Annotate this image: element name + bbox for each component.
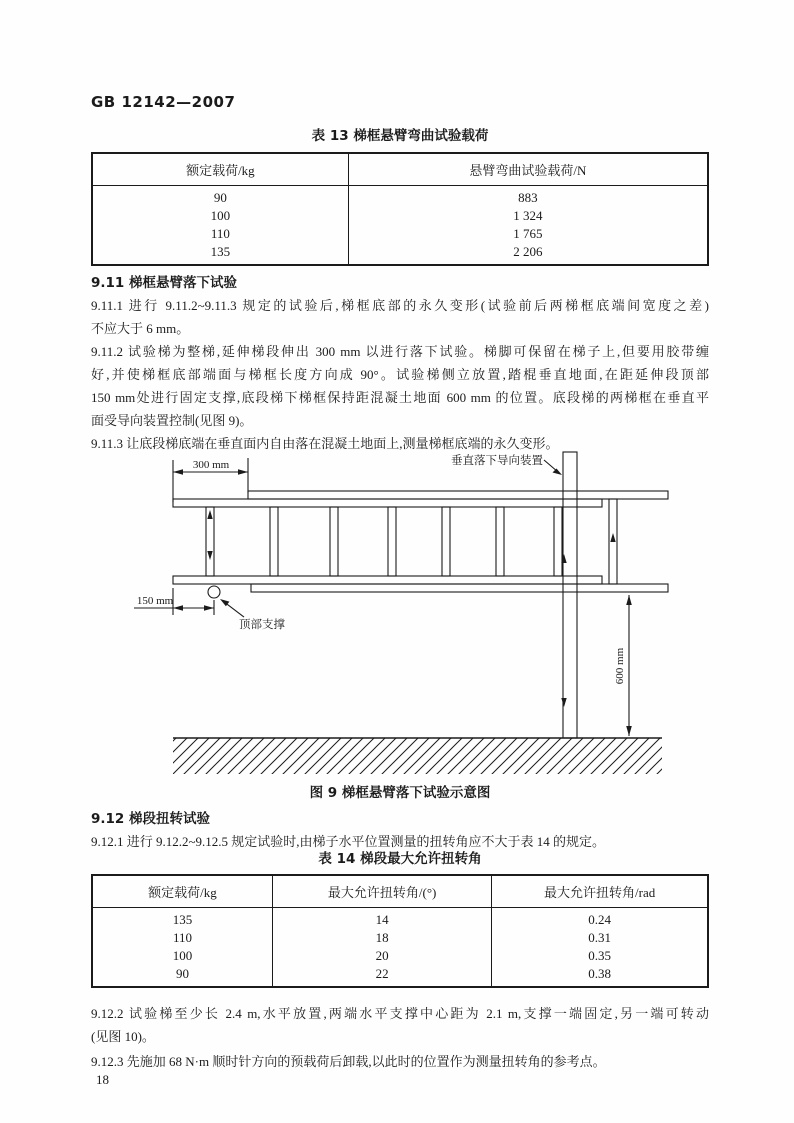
- table-cell: 1 324: [348, 207, 708, 225]
- table-cell: 14: [272, 908, 491, 930]
- table-row: [92, 186, 708, 208]
- ladder-rail-base-bottom: [173, 576, 602, 584]
- arrowhead: [173, 605, 183, 610]
- down-arrow-icon: [561, 698, 566, 707]
- guide-post: [563, 452, 577, 738]
- ladder-rail-extension-bottom: [251, 584, 668, 592]
- table-row: [92, 207, 708, 225]
- table-cell: 0.31: [492, 929, 708, 947]
- table-cell: 20: [272, 947, 491, 965]
- table-cell: 0.38: [492, 965, 708, 987]
- arrowhead: [626, 595, 632, 605]
- dim-label-600: 600 mm: [614, 647, 626, 685]
- text-line: 面受导向装置控制(见图 9)。: [91, 413, 253, 428]
- table-cell: 135: [172, 912, 193, 927]
- table-cell: 22: [272, 965, 491, 987]
- ladder-rung: [388, 507, 396, 576]
- ladder-rail-base-top: [173, 499, 602, 507]
- table-row: [92, 929, 708, 947]
- ladder-rung: [554, 507, 562, 576]
- table-row: [92, 225, 708, 243]
- table-cell: 135: [210, 244, 231, 259]
- ground-hatch: [173, 738, 662, 774]
- standard-number: GB 12142—2007: [91, 93, 236, 111]
- table-row: [92, 908, 708, 930]
- ladder-rung: [442, 507, 450, 576]
- paragraph-9-11-2: [91, 340, 709, 432]
- arrowhead: [173, 469, 183, 474]
- table-row: [92, 947, 708, 965]
- paragraph-9-12-1: [91, 830, 709, 853]
- table-cell: 90: [213, 190, 227, 205]
- section-heading-9-11: 9.11 梯框悬臂落下试验: [91, 275, 238, 291]
- figure9-diagram: [109, 449, 721, 785]
- down-arrow-icon: [207, 551, 212, 560]
- table13-header-row: [92, 153, 708, 186]
- ladder-rail-extension-top: [248, 491, 668, 499]
- text-line: 9.11.1 进行 9.11.2~9.11.3 规定的试验后,梯框底部的永久变形(试验前后两梯框底端间宽度之差): [91, 298, 709, 313]
- table14-col-header: 最大允许扭转角/(°): [272, 875, 491, 908]
- text-line: 9.12.3 先施加 68 N·m 顺时针方向的预载荷后卸载,以此时的位置作为测量扭转角的参考点。: [91, 1054, 606, 1069]
- table13-col-header: 悬臂弯曲试验载荷/N: [348, 153, 708, 186]
- text-line: 9.11.3 让底段梯底端在垂直面内自由落在混凝土地面上,测量梯框底端的永久变形。: [91, 436, 559, 451]
- table-cell: 90: [175, 966, 189, 981]
- table-cell: 110: [210, 226, 230, 241]
- table13: [91, 152, 709, 266]
- table-cell: 1 765: [348, 225, 708, 243]
- figure9-caption: 图 9 梯框悬臂落下试验示意图: [309, 785, 491, 801]
- text-line: 9.12.2 试验梯至少长 2.4 m,水平放置,两端水平支撑中心距为 2.1 m,支撑一端固定,另一端可转动: [91, 1006, 709, 1021]
- dim-label-150: 150 mm: [136, 595, 174, 607]
- text-line: 好,并使梯框底部端面与梯框长度方向成 90°。试验梯侧立放置,踏棍垂直地面,在距延伸段顶部: [91, 367, 709, 382]
- table14: [91, 874, 709, 988]
- table-cell: 100: [172, 948, 193, 963]
- table-cell: 110: [172, 930, 192, 945]
- paragraph-9-12-3: [91, 1050, 709, 1073]
- table-row: [92, 243, 708, 265]
- page-content: [91, 0, 709, 1088]
- table14-col-header: 额定载荷/kg: [92, 875, 272, 908]
- table-cell: 100: [210, 208, 231, 223]
- page-number: 18: [96, 1072, 109, 1087]
- table-cell: 0.24: [492, 908, 708, 930]
- section-heading-9-12: 9.12 梯段扭转试验: [91, 811, 211, 827]
- text-line: 9.11.2 试验梯为整梯,延伸梯段伸出 300 mm 以进行落下试验。梯脚可保留在梯子上,但要用胶带缠: [91, 344, 709, 359]
- paragraph-9-12-2: [91, 1002, 709, 1048]
- table-row: [92, 965, 708, 987]
- up-arrow-icon: [610, 533, 615, 542]
- guide-device-label: 垂直落下导向装置: [451, 453, 543, 467]
- arrowhead: [238, 469, 248, 474]
- text-line: (见图 10)。: [91, 1029, 155, 1044]
- table13-col-header: 额定载荷/kg: [92, 153, 348, 186]
- arrowhead: [204, 605, 214, 610]
- arrowhead: [626, 726, 632, 736]
- figure9: [91, 449, 709, 801]
- table14-col-header: 最大允许扭转角/rad: [492, 875, 708, 908]
- table-cell: 0.35: [492, 947, 708, 965]
- text-line: 不应大于 6 mm。: [91, 321, 190, 336]
- table13-title: 表 13 梯框悬臂弯曲试验载荷: [311, 128, 489, 144]
- top-support-roller: [208, 586, 220, 598]
- arrowhead: [553, 469, 563, 476]
- ladder-rung: [330, 507, 338, 576]
- table-cell: 18: [272, 929, 491, 947]
- paragraph-9-11-1: [91, 294, 709, 340]
- up-arrow-icon: [207, 510, 212, 519]
- table14-title: 表 14 梯段最大允许扭转角: [318, 851, 482, 867]
- ladder-rung: [270, 507, 278, 576]
- table14-header-row: [92, 875, 708, 908]
- text-line: 150 mm处进行固定支撑,底段梯下梯框保持距混凝土地面 600 mm 的位置。底段梯的两梯框在垂直平: [91, 390, 709, 405]
- text-line: 9.12.1 进行 9.12.2~9.12.5 规定试验时,由梯子水平位置测量的扭转角应不大于表 14 的规定。: [91, 834, 606, 849]
- ladder-rung: [496, 507, 504, 576]
- table-cell: 883: [348, 186, 708, 208]
- top-support-label: 顶部支撑: [239, 617, 285, 631]
- dim-label-300: 300 mm: [192, 459, 230, 471]
- table-cell: 2 206: [348, 243, 708, 265]
